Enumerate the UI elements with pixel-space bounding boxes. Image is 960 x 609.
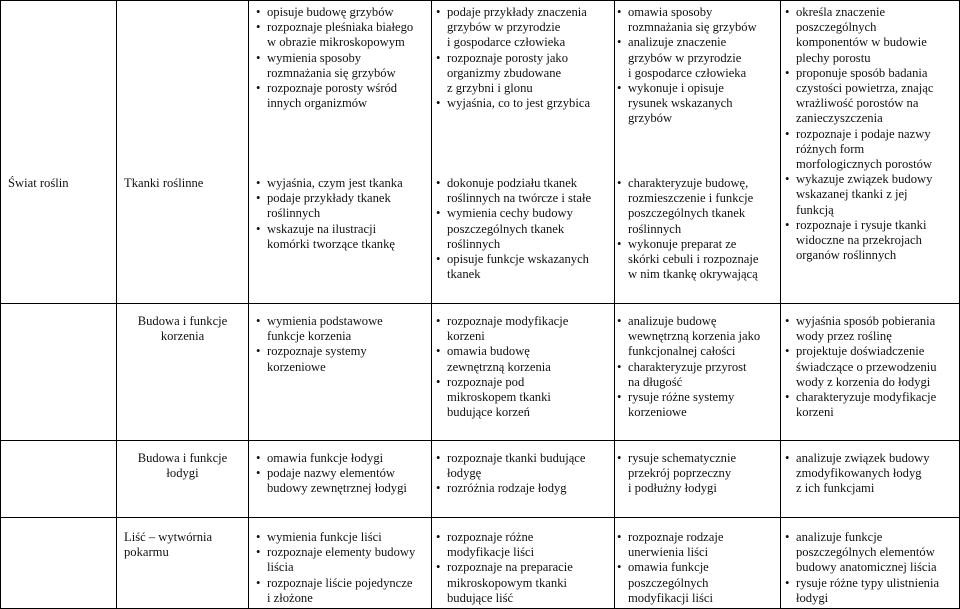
col-divider xyxy=(116,0,117,609)
list-item-continuation: zewnętrzną korzenia xyxy=(447,359,551,374)
list-item-continuation: funkcje korzenia xyxy=(267,329,352,344)
topic-cell xyxy=(117,314,248,344)
list-item-continuation: modyfikacje liści xyxy=(447,545,535,560)
list-item-continuation: organów roślinnych xyxy=(796,248,897,263)
list-item-continuation: funkcjonalnej całości xyxy=(628,344,736,359)
list-item-continuation: poszczególnych xyxy=(796,20,877,35)
list-item: • wyjaśnia sposób pobierania xyxy=(785,314,957,329)
list-item-continuation: zmodyfikowanych łodyg xyxy=(796,466,922,481)
list-item: • wykonuje preparat ze xyxy=(617,237,781,252)
list-item-continuation: budujące liść xyxy=(447,590,514,605)
list-item-continuation: tkanek xyxy=(447,267,481,282)
list-item-continuation: modyfikacji liści xyxy=(628,590,713,605)
list-item-continuation: wrażliwość porostów na xyxy=(796,96,919,111)
list-item: • charakteryzuje budowę, xyxy=(617,176,781,191)
list-item: • rozpoznaje pod xyxy=(436,375,616,390)
list-item-continuation: unerwienia liści xyxy=(628,545,709,560)
list-item-continuation: roślinnych xyxy=(267,206,321,221)
list-item-continuation: organizmy zbudowane xyxy=(447,65,562,80)
list-item: • analizuje związek budowy xyxy=(785,451,957,466)
topic-label: Liść – wytwórnia xyxy=(124,530,213,544)
list-item-continuation: w obrazie mikroskopowym xyxy=(267,35,405,50)
list-item: • rozpoznaje elementy budowy xyxy=(256,545,440,560)
list-item-continuation: mikroskopowym tkanki xyxy=(447,575,567,590)
list-item: • charakteryzuje przyrost xyxy=(617,360,781,375)
list-item: • rozpoznaje porosty wśród xyxy=(256,81,440,96)
list-item: • wymienia sposoby xyxy=(256,51,440,66)
list-item-continuation: roślinnych xyxy=(447,236,501,251)
list-item: • proponuje sposób badania xyxy=(785,66,957,81)
list-item-continuation: różnych form xyxy=(796,141,865,156)
list-item-continuation: poszczególnych elementów xyxy=(796,545,935,560)
list-item: • rozpoznaje pleśniaka białego xyxy=(256,20,440,35)
list-item: • rozpoznaje modyfikacje xyxy=(436,314,616,329)
list-item: • wykonuje i opisuje xyxy=(617,81,781,96)
requirements-cell xyxy=(256,5,440,111)
list-item: • rozpoznaje porosty jako xyxy=(436,51,616,66)
requirements-cell xyxy=(436,451,616,497)
list-item: • wymienia podstawowe xyxy=(256,314,440,329)
list-item: • wymienia cechy budowy xyxy=(436,206,616,221)
requirements-cell xyxy=(256,451,440,497)
list-item: • omawia budowę xyxy=(436,344,616,359)
list-item: • podaje nazwy elementów xyxy=(256,466,440,481)
list-item-continuation: widoczne na przekrojach xyxy=(796,233,922,248)
list-item: • rysuje różne typy ulistnienia xyxy=(785,576,957,591)
requirements-cell xyxy=(617,451,781,497)
list-item-continuation: na długość xyxy=(628,374,683,389)
list-item: • rozpoznaje rodzaje xyxy=(617,530,781,545)
requirements-cell xyxy=(785,5,957,263)
row-divider xyxy=(0,440,960,441)
list-item-continuation: korzeniowe xyxy=(628,405,687,420)
list-item-continuation: grzybów xyxy=(628,111,673,126)
requirements-cell xyxy=(256,530,440,606)
list-item: • wyjaśnia, czym jest tkanka xyxy=(256,176,440,191)
section-cell xyxy=(8,176,69,191)
list-item-continuation: liścia xyxy=(267,560,294,575)
list-item: • wskazuje na ilustracji xyxy=(256,222,440,237)
list-item: • wykazuje związek budowy xyxy=(785,172,957,187)
list-item-continuation: rozmieszczenie i funkcje xyxy=(628,191,754,206)
list-item-continuation: skórki cebuli i rozpoznaje xyxy=(628,252,759,267)
list-item-continuation: korzeni xyxy=(796,405,834,420)
table-border-top xyxy=(0,0,960,1)
list-item-continuation: wody przez roślinę xyxy=(796,329,892,344)
list-item-continuation: poszczególnych xyxy=(628,575,709,590)
list-item: • rozpoznaje i podaje nazwy xyxy=(785,127,957,142)
list-item-continuation: i gospodarce człowieka xyxy=(447,35,566,50)
topic-cell xyxy=(124,176,203,191)
list-item: • wyjaśnia, co to jest grzybica xyxy=(436,96,616,111)
list-item: • opisuje funkcje wskazanych xyxy=(436,252,616,267)
list-item: • rozpoznaje tkanki budujące xyxy=(436,451,616,466)
list-item-continuation: i podłużny łodygi xyxy=(628,481,717,496)
requirements-cell xyxy=(256,314,440,375)
list-item-continuation: łodygi xyxy=(796,590,829,605)
list-item-continuation: morfologicznych porostów xyxy=(796,157,933,172)
list-item-continuation: korzeni xyxy=(447,329,485,344)
list-item: • analizuje funkcje xyxy=(785,530,957,545)
list-item: • podaje przykłady tkanek xyxy=(256,191,440,206)
topic-label: pokarmu xyxy=(124,545,169,560)
list-item: • wymienia funkcje liści xyxy=(256,530,440,545)
requirements-cell xyxy=(617,176,781,282)
row-divider xyxy=(0,303,960,304)
list-item-continuation: budujące korzeń xyxy=(447,405,530,420)
list-item: • omawia funkcje łodygi xyxy=(256,451,440,466)
requirements-cell xyxy=(617,530,781,606)
requirements-cell xyxy=(436,314,616,420)
list-item-continuation: grzybów w przyrodzie xyxy=(628,50,742,65)
list-item-continuation: i gospodarce człowieka xyxy=(628,65,747,80)
section-label: Świat roślin xyxy=(8,176,69,190)
list-item: • rozpoznaje systemy xyxy=(256,344,440,359)
list-item: • rysuje różne systemy xyxy=(617,390,781,405)
requirements-cell xyxy=(785,530,957,606)
list-item-continuation: funkcją xyxy=(796,202,834,217)
list-item-continuation: zanieczyszczenia xyxy=(796,111,883,126)
list-item-continuation: roślinnych na twórcze i stałe xyxy=(447,191,592,206)
requirements-cell xyxy=(436,5,616,111)
requirements-cell xyxy=(436,530,616,606)
list-item: • analizuje znaczenie xyxy=(617,35,781,50)
list-item-continuation: plechy porostu xyxy=(796,50,871,65)
list-item: • rozróżnia rodzaje łodyg xyxy=(436,481,616,496)
list-item-continuation: poszczególnych tkanek xyxy=(447,221,565,236)
requirements-cell xyxy=(617,5,781,127)
list-item: • analizuje budowę xyxy=(617,314,781,329)
list-item-continuation: roślinnych xyxy=(628,221,682,236)
list-item-continuation: rozmnażania się grzybów xyxy=(628,20,757,35)
topic-label: Budowa i funkcje xyxy=(137,314,228,328)
list-item-continuation: budowy anatomicznej liścia xyxy=(796,560,937,575)
list-item-continuation: z ich funkcjami xyxy=(796,481,875,496)
list-item: • podaje przykłady znaczenia xyxy=(436,5,616,20)
list-item-continuation: wskazanej tkanki z jej xyxy=(796,187,908,202)
list-item-continuation: innych organizmów xyxy=(267,96,368,111)
requirements-cell xyxy=(256,176,440,252)
list-item: • rozpoznaje i rysuje tkanki xyxy=(785,218,957,233)
list-item-continuation: rysunek wskazanych xyxy=(628,96,733,111)
list-item-continuation: i złożone xyxy=(267,590,313,605)
topic-cell xyxy=(124,530,244,560)
list-item: • dokonuje podziału tkanek xyxy=(436,176,616,191)
requirements-cell xyxy=(617,314,781,420)
list-item-continuation: w nim tkankę okrywającą xyxy=(628,267,758,282)
list-item-continuation: budowy zewnętrznej łodygi xyxy=(267,481,407,496)
list-item: • rysuje schematycznie xyxy=(617,451,781,466)
list-item-continuation: z grzybni i glonu xyxy=(447,81,533,96)
list-item: • rozpoznaje liście pojedyncze xyxy=(256,576,440,591)
list-item-continuation: mikroskopem tkanki xyxy=(447,390,551,405)
list-item-continuation: poszczególnych tkanek xyxy=(628,206,746,221)
list-item: • omawia sposoby xyxy=(617,5,781,20)
list-item: • omawia funkcje xyxy=(617,560,781,575)
list-item-continuation: grzybów w przyrodzie xyxy=(447,20,561,35)
list-item-continuation: rozmnażania się grzybów xyxy=(267,65,396,80)
list-item-continuation: komponentów w budowie xyxy=(796,35,927,50)
list-item: • określa znaczenie xyxy=(785,5,957,20)
list-item-continuation: przekrój poprzeczny xyxy=(628,466,732,481)
list-item: • rozpoznaje na preparacie xyxy=(436,560,616,575)
list-item-continuation: wody z korzenia do łodygi xyxy=(796,374,931,389)
list-item-continuation: korzeniowe xyxy=(267,359,326,374)
topic-label: korzenia xyxy=(160,329,205,344)
topic-label: łodygi xyxy=(166,466,199,481)
list-item-continuation: łodygę xyxy=(447,466,482,481)
list-item: • rozpoznaje różne xyxy=(436,530,616,545)
topic-label: Budowa i funkcje xyxy=(137,451,228,465)
list-item-continuation: świadczące o przewodzeniu xyxy=(796,359,937,374)
requirements-cell xyxy=(436,176,616,282)
list-item-continuation: czystości powietrza, znając xyxy=(796,81,934,96)
requirements-cell xyxy=(785,451,957,497)
col-divider xyxy=(248,0,249,609)
list-item-continuation: komórki tworzące tkankę xyxy=(267,236,395,251)
list-item: • projektuje doświadczenie xyxy=(785,344,957,359)
row-divider xyxy=(0,517,960,518)
topic-label: Tkanki roślinne xyxy=(124,176,204,190)
list-item: • opisuje budowę grzybów xyxy=(256,5,440,20)
topic-cell xyxy=(117,451,248,481)
list-item-continuation: wewnętrzną korzenia jako xyxy=(628,329,761,344)
requirements-cell xyxy=(785,314,957,420)
col-divider xyxy=(0,0,1,609)
list-item: • charakteryzuje modyfikacje xyxy=(785,390,957,405)
